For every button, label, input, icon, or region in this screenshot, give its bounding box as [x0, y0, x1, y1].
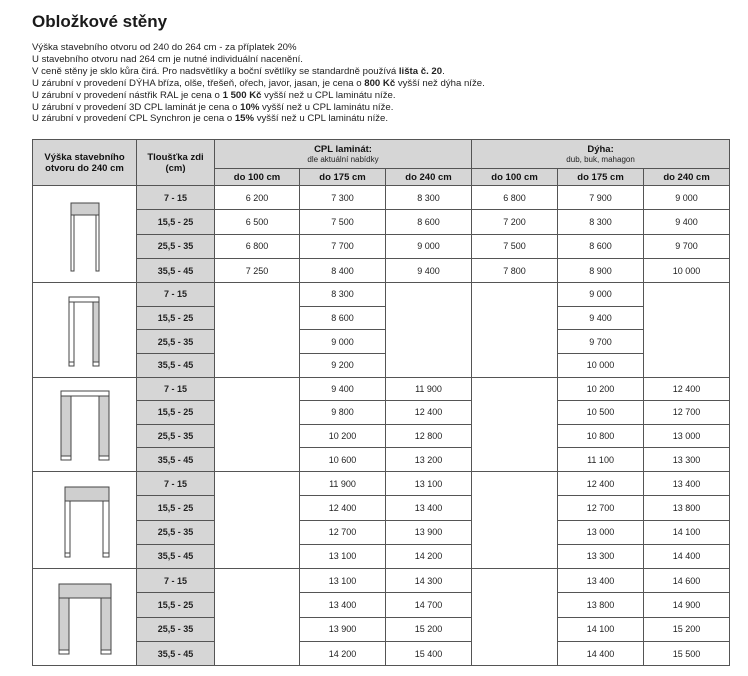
thickness-cell: 25,5 - 35 [137, 330, 215, 354]
price-cell: 11 900 [300, 471, 386, 495]
price-cell: 8 600 [558, 234, 644, 258]
note-line: U zárubní v provedení nástřik RAL je cena o 1 500 Kč vyšší než u CPL laminátu níže. [32, 89, 396, 101]
header-width: do 100 cm [215, 169, 300, 186]
price-cell: 14 900 [644, 593, 730, 617]
thickness-cell: 35,5 - 45 [137, 353, 215, 377]
thickness-cell: 7 - 15 [137, 186, 215, 210]
price-cell: 8 600 [386, 210, 472, 234]
price-cell: 15 500 [644, 642, 730, 666]
price-cell [472, 283, 558, 377]
price-cell: 9 400 [558, 306, 644, 330]
price-cell: 14 100 [558, 617, 644, 641]
table-row [33, 306, 730, 330]
note-line: U zárubní v provedení DÝHA bříza, olše, třešeň, ořech, javor, jasan, je cena o 800 Kč vyšší než dýha níže. [32, 77, 485, 89]
price-cell: 8 300 [558, 210, 644, 234]
price-cell: 13 100 [300, 544, 386, 568]
header-width: do 175 cm [300, 169, 386, 186]
price-cell: 6 800 [472, 186, 558, 210]
thickness-cell: 15,5 - 25 [137, 401, 215, 425]
price-cell: 14 100 [644, 520, 730, 544]
price-cell: 13 100 [300, 569, 386, 593]
header-width: do 175 cm [558, 169, 644, 186]
price-cell: 13 000 [558, 520, 644, 544]
table-row [33, 186, 730, 210]
thickness-cell: 15,5 - 25 [137, 210, 215, 234]
note-line: U zárubní v provedení CPL Synchron je cena o 15% vyšší než u CPL laminátu níže. [32, 113, 389, 125]
note-line: Výška stavebního otvoru od 240 do 264 cm - za příplatek 20% [32, 42, 297, 53]
table-row [33, 593, 730, 617]
table-row [33, 520, 730, 544]
price-cell: 12 400 [558, 471, 644, 495]
price-cell: 15 400 [386, 642, 472, 666]
wall-type-2-icon [33, 283, 137, 377]
price-cell [215, 471, 300, 568]
price-cell [215, 283, 300, 377]
price-cell: 15 200 [386, 617, 472, 641]
price-cell: 7 800 [472, 258, 558, 282]
thickness-cell: 7 - 15 [137, 377, 215, 401]
price-cell: 6 500 [215, 210, 300, 234]
price-cell: 8 300 [300, 283, 386, 307]
header-width: do 240 cm [386, 169, 472, 186]
table-row [33, 642, 730, 666]
thickness-cell: 35,5 - 45 [137, 642, 215, 666]
price-cell: 13 800 [644, 496, 730, 520]
price-cell: 8 300 [386, 186, 472, 210]
price-cell: 9 700 [644, 234, 730, 258]
price-cell: 9 400 [300, 377, 386, 401]
price-cell [472, 471, 558, 568]
price-cell: 13 300 [558, 544, 644, 568]
price-cell: 13 400 [300, 593, 386, 617]
price-cell: 12 800 [386, 424, 472, 448]
table-row [33, 353, 730, 377]
price-cell: 7 200 [472, 210, 558, 234]
price-cell: 8 900 [558, 258, 644, 282]
wall-type-4-icon [33, 471, 137, 568]
thickness-cell: 15,5 - 25 [137, 306, 215, 330]
notes [32, 42, 485, 125]
price-table [32, 139, 730, 666]
price-cell: 7 500 [472, 234, 558, 258]
table-row [33, 377, 730, 401]
thickness-cell: 7 - 15 [137, 283, 215, 307]
price-cell: 11 100 [558, 448, 644, 472]
price-cell: 9 400 [386, 258, 472, 282]
thickness-cell: 35,5 - 45 [137, 544, 215, 568]
price-cell: 10 200 [558, 377, 644, 401]
price-cell: 9 200 [300, 353, 386, 377]
note-line: U zárubní v provedení 3D CPL laminát je cena o 10% vyšší než u CPL laminátu níže. [32, 101, 394, 113]
price-cell: 6 200 [215, 186, 300, 210]
price-cell: 13 800 [558, 593, 644, 617]
price-cell: 14 300 [386, 569, 472, 593]
table-row [33, 234, 730, 258]
price-cell: 13 100 [386, 471, 472, 495]
price-cell: 13 000 [644, 424, 730, 448]
thickness-cell: 15,5 - 25 [137, 496, 215, 520]
table-row [33, 617, 730, 641]
price-cell: 14 200 [300, 642, 386, 666]
table-row [33, 401, 730, 425]
table-row [33, 569, 730, 593]
thickness-cell: 25,5 - 35 [137, 520, 215, 544]
price-cell: 13 200 [386, 448, 472, 472]
price-cell: 6 800 [215, 234, 300, 258]
price-cell: 8 600 [300, 306, 386, 330]
table-row [33, 330, 730, 354]
thickness-cell: 7 - 15 [137, 471, 215, 495]
price-cell: 10 000 [558, 353, 644, 377]
price-cell: 14 600 [644, 569, 730, 593]
wall-type-3-icon [33, 377, 137, 471]
price-cell: 10 600 [300, 448, 386, 472]
price-cell: 13 300 [644, 448, 730, 472]
price-cell: 13 400 [558, 569, 644, 593]
price-cell [644, 283, 730, 377]
thickness-cell: 25,5 - 35 [137, 234, 215, 258]
price-cell: 8 400 [300, 258, 386, 282]
price-cell: 10 000 [644, 258, 730, 282]
price-cell: 9 400 [644, 210, 730, 234]
thickness-cell: 25,5 - 35 [137, 617, 215, 641]
price-cell: 14 700 [386, 593, 472, 617]
price-cell: 10 200 [300, 424, 386, 448]
thickness-cell: 7 - 15 [137, 569, 215, 593]
price-cell [472, 377, 558, 471]
price-cell: 12 700 [558, 496, 644, 520]
price-cell: 13 900 [386, 520, 472, 544]
table-row [33, 448, 730, 472]
thickness-cell: 15,5 - 25 [137, 593, 215, 617]
price-cell: 13 900 [300, 617, 386, 641]
table-row [33, 283, 730, 307]
price-cell: 12 700 [644, 401, 730, 425]
page-title: Obložkové stěny [32, 12, 168, 31]
header-width: do 240 cm [644, 169, 730, 186]
table-row [33, 210, 730, 234]
table-row [33, 496, 730, 520]
price-cell [386, 283, 472, 377]
table-row [33, 544, 730, 568]
price-cell: 13 400 [386, 496, 472, 520]
price-cell: 15 200 [644, 617, 730, 641]
thickness-cell: 35,5 - 45 [137, 448, 215, 472]
price-cell: 13 400 [644, 471, 730, 495]
price-cell: 14 200 [386, 544, 472, 568]
price-cell: 14 400 [644, 544, 730, 568]
table-row [33, 424, 730, 448]
header-thickness: Tloušťka zdi (cm) [137, 140, 215, 186]
price-cell: 7 300 [300, 186, 386, 210]
note-line: U stavebního otvoru nad 264 cm je nutné individuální nacenění. [32, 53, 303, 65]
note-line: V ceně stěny je sklo kůra čirá. Pro nadsvětlíky a boční světlíky se standardně používá lišta č. 20. [32, 65, 445, 77]
price-cell: 7 500 [300, 210, 386, 234]
price-cell [472, 569, 558, 666]
price-cell: 12 400 [644, 377, 730, 401]
table-body [33, 186, 730, 666]
price-cell: 10 800 [558, 424, 644, 448]
header-width: do 100 cm [472, 169, 558, 186]
price-cell: 9 000 [300, 330, 386, 354]
price-cell: 7 900 [558, 186, 644, 210]
price-cell: 10 500 [558, 401, 644, 425]
header-height: Výška stavebního otvoru do 240 cm [33, 140, 137, 186]
price-cell [215, 377, 300, 471]
thickness-cell: 35,5 - 45 [137, 258, 215, 282]
table-row [33, 258, 730, 282]
price-cell: 11 900 [386, 377, 472, 401]
price-cell: 7 700 [300, 234, 386, 258]
price-cell: 7 250 [215, 258, 300, 282]
thickness-cell: 25,5 - 35 [137, 424, 215, 448]
price-cell: 12 700 [300, 520, 386, 544]
table-row [33, 471, 730, 495]
price-cell: 9 000 [558, 283, 644, 307]
price-cell: 9 000 [386, 234, 472, 258]
wall-type-5-icon [33, 569, 137, 666]
price-cell [215, 569, 300, 666]
price-cell: 9 000 [644, 186, 730, 210]
price-cell: 9 700 [558, 330, 644, 354]
header-cpl: CPL laminát: dle aktuální nabídky [215, 140, 472, 169]
price-cell: 12 400 [386, 401, 472, 425]
wall-type-1-icon [33, 186, 137, 283]
price-cell: 14 400 [558, 642, 644, 666]
price-cell: 12 400 [300, 496, 386, 520]
header-dyha: Dýha: dub, buk, mahagon [472, 140, 730, 169]
price-cell: 9 800 [300, 401, 386, 425]
